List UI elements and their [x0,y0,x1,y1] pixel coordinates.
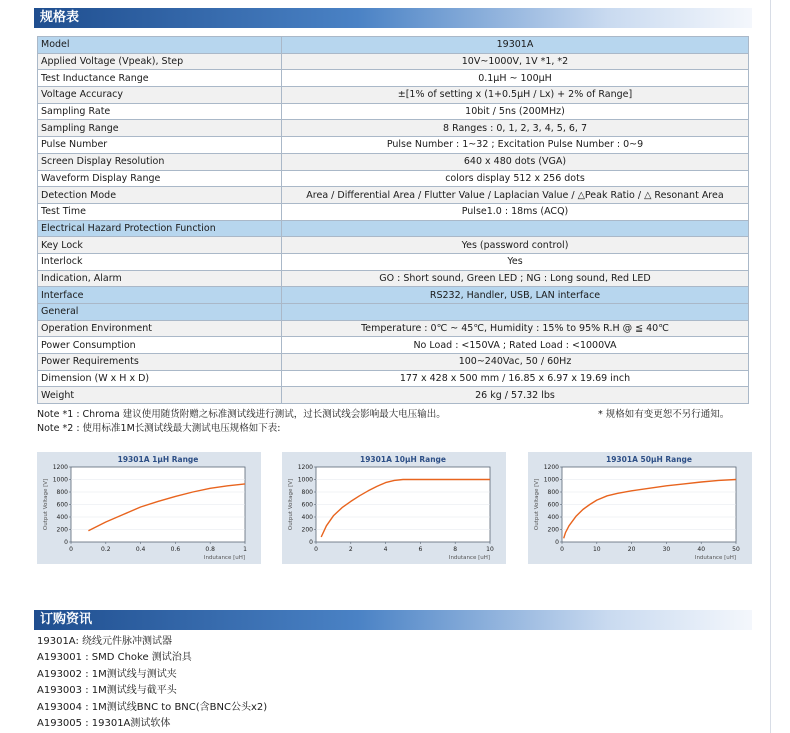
spec-label: Test Inductance Range [38,70,282,87]
spec-label: Interface [38,287,282,304]
x-tick-label: 1 [243,546,247,553]
order-item: A193005 : 19301A测试软体 [37,718,171,730]
x-tick-label: 0.8 [205,546,215,553]
spec-value: Temperature : 0℃ ~ 45℃, Humidity : 15% to 95% R.H @ ≦ 40℃ [282,320,749,337]
y-tick-label: 600 [56,501,68,509]
y-tick-label: 600 [301,501,313,509]
spec-value: 19301A [282,37,749,54]
x-tick-label: 30 [662,546,671,553]
spec-value: Area / Differential Area / Flutter Value / Laplacian Value / △Peak Ratio / △ Resonant Area [282,187,749,204]
x-tick-label: 0 [69,546,73,553]
spec-value: 26 kg / 57.32 lbs [282,387,749,404]
spec-label: Power Consumption [38,337,282,354]
spec-row [38,87,749,104]
spec-row [38,287,749,304]
spec-row [38,153,749,170]
spec-value: 640 x 480 dots (VGA) [282,153,749,170]
spec-value: 0.1μH ~ 100μH [282,70,749,87]
x-axis-label: Indutance [uH] [203,555,245,561]
spec-change-note: * 规格如有变更恕不另行通知。 [598,409,730,420]
spec-row [38,337,749,354]
y-tick-label: 400 [547,514,559,522]
spec-row [38,70,749,87]
spec-label: Pulse Number [38,137,282,154]
spec-label: Weight [38,387,282,404]
spec-row [38,320,749,337]
x-tick-label: 10 [486,546,494,553]
chart-title: 19301A 1μH Range [117,455,199,464]
spec-row [38,253,749,270]
chart-svg [528,452,752,564]
order-item: A193003 : 1M测试线与截平头 [37,685,177,697]
y-axis-label: Output Voltage [V] [288,478,294,531]
spec-label: Detection Mode [38,187,282,204]
y-tick-label: 1000 [543,476,559,484]
y-tick-label: 800 [547,489,559,497]
spec-row [38,120,749,137]
spec-label: Waveform Display Range [38,170,282,187]
spec-label: Screen Display Resolution [38,153,282,170]
x-tick-label: 40 [697,546,706,553]
spec-row [38,137,749,154]
y-tick-label: 200 [56,526,68,534]
y-tick-label: 0 [555,539,559,547]
x-tick-label: 2 [348,546,353,553]
spec-row [38,203,749,220]
chart-title: 19301A 10μH Range [360,455,446,464]
order-item: A193002 : 1M测试线与测试夹 [37,668,177,680]
spec-label: Model [38,37,282,54]
spec-value: Yes [282,253,749,270]
spec-label: Indication, Alarm [38,270,282,287]
spec-label: Operation Environment [38,320,282,337]
y-tick-label: 1000 [297,476,313,484]
x-axis-label: Indutance [uH] [448,555,490,561]
order-item: A193001 : SMD Choke 测试治具 [37,652,192,664]
spec-row [38,370,749,387]
y-tick-label: 0 [309,539,313,547]
order-list [37,634,267,732]
chart-1uh-range [37,452,261,564]
spec-label: Dimension (W x H x D) [38,370,282,387]
spec-label: Applied Voltage (Vpeak), Step [38,53,282,70]
x-tick-label: 8 [453,546,458,553]
y-tick-label: 200 [301,526,313,534]
spec-value: colors display 512 x 256 dots [282,170,749,187]
x-tick-label: 10 [592,546,601,553]
y-tick-label: 800 [56,489,68,497]
y-tick-label: 1000 [52,476,68,484]
chart-svg [282,452,506,564]
spec-value: ±[1% of setting x (1+0.5μH / Lx) + 2% of Range] [282,87,749,104]
spec-label: General [38,304,282,321]
spec-value: 8 Ranges : 0, 1, 2, 3, 4, 5, 6, 7 [282,120,749,137]
y-tick-label: 200 [547,526,559,534]
spec-label: Interlock [38,253,282,270]
spec-label: Test Time [38,203,282,220]
spec-section-title: 规格表 [34,8,752,28]
spec-value: 100~240Vac, 50 / 60Hz [282,354,749,371]
x-tick-label: 0 [560,546,564,553]
spec-value: Yes (password control) [282,237,749,254]
spec-row [38,237,749,254]
y-axis-label: Output Voltage [V] [43,478,49,531]
y-tick-label: 1200 [297,464,313,472]
order-section-title: 订购资讯 [34,610,752,630]
page-edge-line [770,0,771,733]
y-axis-label: Output Voltage [V] [534,478,540,531]
spec-label: Sampling Range [38,120,282,137]
spec-row [38,53,749,70]
y-tick-label: 0 [64,539,68,547]
spec-label: Voltage Accuracy [38,87,282,104]
x-tick-label: 6 [418,546,423,553]
x-tick-label: 50 [732,546,740,553]
spec-value [282,304,749,321]
x-tick-label: 0.6 [170,546,181,553]
spec-row [38,37,749,54]
spec-value: 10bit / 5ns (200MHz) [282,103,749,120]
note-2: Note *2 : 使用标准1M长测试线最大测试电压规格如下表: [37,423,281,434]
spec-value [282,220,749,237]
spec-row [38,387,749,404]
x-tick-label: 4 [383,546,388,553]
spec-row [38,170,749,187]
spec-value: RS232, Handler, USB, LAN interface [282,287,749,304]
spec-label: Electrical Hazard Protection Function [38,220,282,237]
chart-50uh-range [528,452,752,564]
spec-row [38,103,749,120]
spec-label: Sampling Rate [38,103,282,120]
spec-row [38,187,749,204]
chart-10uh-range [282,452,506,564]
y-tick-label: 1200 [52,464,68,472]
spec-value: GO : Short sound, Green LED ; NG : Long sound, Red LED [282,270,749,287]
y-tick-label: 800 [301,489,313,497]
x-tick-label: 0.2 [101,546,111,553]
y-tick-label: 400 [56,514,68,522]
y-tick-label: 600 [547,501,559,509]
x-tick-label: 0.4 [135,546,146,553]
order-item: 19301A: 绕线元件脉冲测试器 [37,636,173,647]
spec-row [38,354,749,371]
spec-value: 177 x 428 x 500 mm / 16.85 x 6.97 x 19.69 inch [282,370,749,387]
x-tick-label: 20 [627,546,636,553]
spec-label: Power Requirements [38,354,282,371]
spec-table [37,36,749,404]
spec-row [38,220,749,237]
spec-label: Key Lock [38,237,282,254]
spec-row [38,270,749,287]
chart-svg [37,452,261,564]
x-axis-label: Indutance [uH] [694,555,736,561]
y-tick-label: 1200 [543,464,559,472]
order-item: A193004 : 1M测试线BNC to BNC(含BNC公头x2) [37,701,268,713]
spec-value: No Load : <150VA ; Rated Load : <1000VA [282,337,749,354]
spec-value: Pulse1.0 : 18ms (ACQ) [282,203,749,220]
spec-row [38,304,749,321]
x-tick-label: 0 [314,546,318,553]
note-1: Note *1 : Chroma 建议使用随货附赠之标准测试线进行测试，过长测试线会影响最大电压输出。 [37,409,446,420]
spec-value: Pulse Number : 1~32 ; Excitation Pulse Number : 0~9 [282,137,749,154]
chart-title: 19301A 50μH Range [606,455,692,464]
y-tick-label: 400 [301,514,313,522]
spec-value: 10V~1000V, 1V *1, *2 [282,53,749,70]
